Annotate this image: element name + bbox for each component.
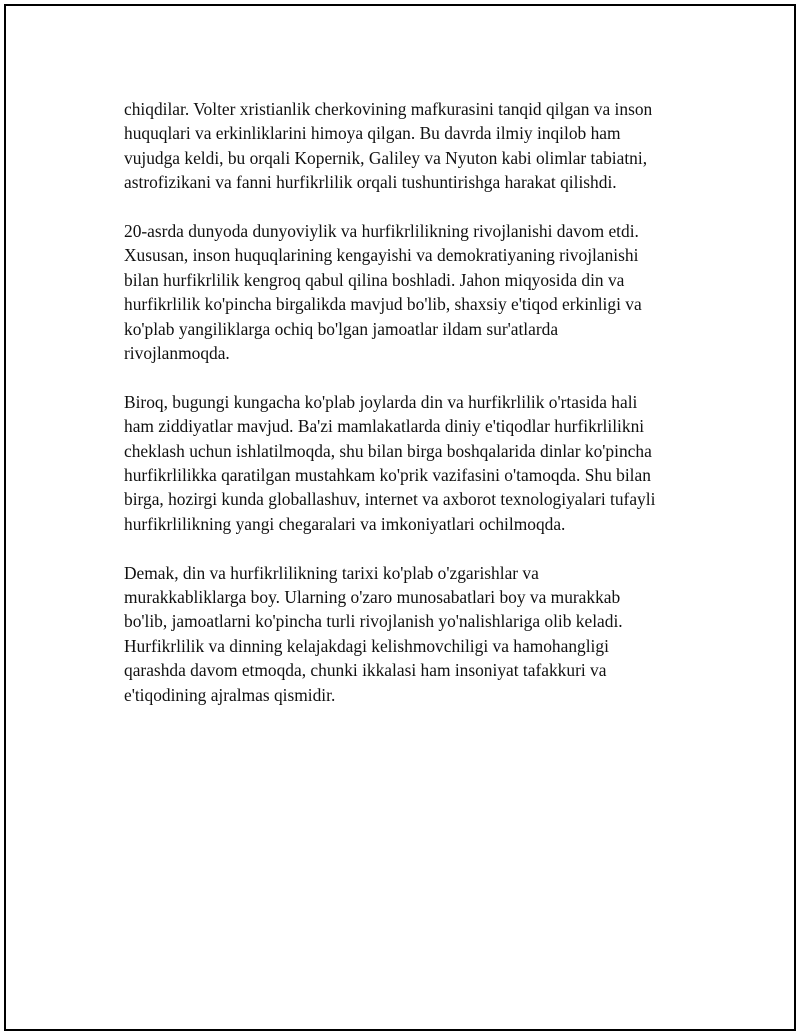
text-line: chiqdilar. Volter xristianlik cherkovining mafkurasini tanqid qilgan va inson (124, 99, 653, 119)
page-frame (4, 4, 796, 1031)
text-line: hurfikrlilikka qaratilgan mustahkam ko'prik vazifasini o'tamoqda. Shu bilan (124, 465, 651, 486)
text-line: birga, hozirgi kunda globallashuv, internet va axborot texnologiyalari tufayli (124, 489, 656, 510)
paragraph-1 (124, 97, 714, 195)
text-line: Xususan, inson huquqlarining kengayishi va demokratiyaning rivojlanishi (124, 245, 639, 266)
text-line: cheklash uchun ishlatilmoqda, shu bilan birga boshqalarida dinlar ko'pincha (124, 440, 652, 461)
text-line: e'tiqodining ajralmas qismidir. (124, 684, 336, 705)
paragraph-4 (124, 561, 714, 707)
text-line: qarashda davom etmoqda, chunki ikkalasi ham insoniyat tafakkuri va (124, 660, 607, 681)
paragraph-3 (124, 390, 714, 536)
text-line: hurfikrlilik ko'pincha birgalikda mavjud bo'lib, shaxsiy e'tiqod erkinligi va (124, 294, 642, 315)
text-line: Demak, din va hurfikrlilikning tarixi ko'plab o'zgarishlar va (124, 562, 539, 583)
text-line: Biroq, bugungi kungacha ko'plab joylarda din va hurfikrlilik o'rtasida hali (124, 391, 638, 412)
text-line: 20-asrda dunyoda dunyoviylik va hurfikrlilikning rivojlanishi davom etdi. (124, 221, 639, 242)
text-line: ham ziddiyatlar mavjud. Ba'zi mamlakatlarda diniy e'tiqodlar hurfikrlilikni (124, 416, 645, 437)
text-line: murakkabliklarga boy. Ularning o'zaro munosabatlari boy va murakkab (124, 587, 621, 608)
text-line: rivojlanmoqda. (124, 343, 230, 364)
text-line: huquqlari va erkinliklarini himoya qilgan. Bu davrda ilmiy inqilob ham (124, 123, 621, 144)
text-line: hurfikrlilikning yangi chegaralari va imkoniyatlari ochilmoqda. (124, 513, 566, 534)
document-body (124, 97, 714, 732)
text-line: Hurfikrlilik va dinning kelajakdagi kelishmovchiligi va hamohangligi (124, 635, 609, 656)
paragraph-2 (124, 219, 714, 365)
text-line: astrofizikani va fanni hurfikrlilik orqali tushuntirishga harakat qilishdi. (124, 172, 617, 193)
text-line: vujudga keldi, bu orqali Kopernik, Galiley va Nyuton kabi olimlar tabiatni, (124, 147, 648, 168)
text-line: bilan hurfikrlilik kengroq qabul qilina boshladi. Jahon miqyosida din va (124, 269, 625, 290)
text-line: ko'plab yangiliklarga ochiq bo'lgan jamoatlar ildam sur'atlarda (124, 318, 559, 339)
text-line: bo'lib, jamoatlarni ko'pincha turli rivojlanish yo'nalishlariga olib keladi. (124, 611, 623, 632)
